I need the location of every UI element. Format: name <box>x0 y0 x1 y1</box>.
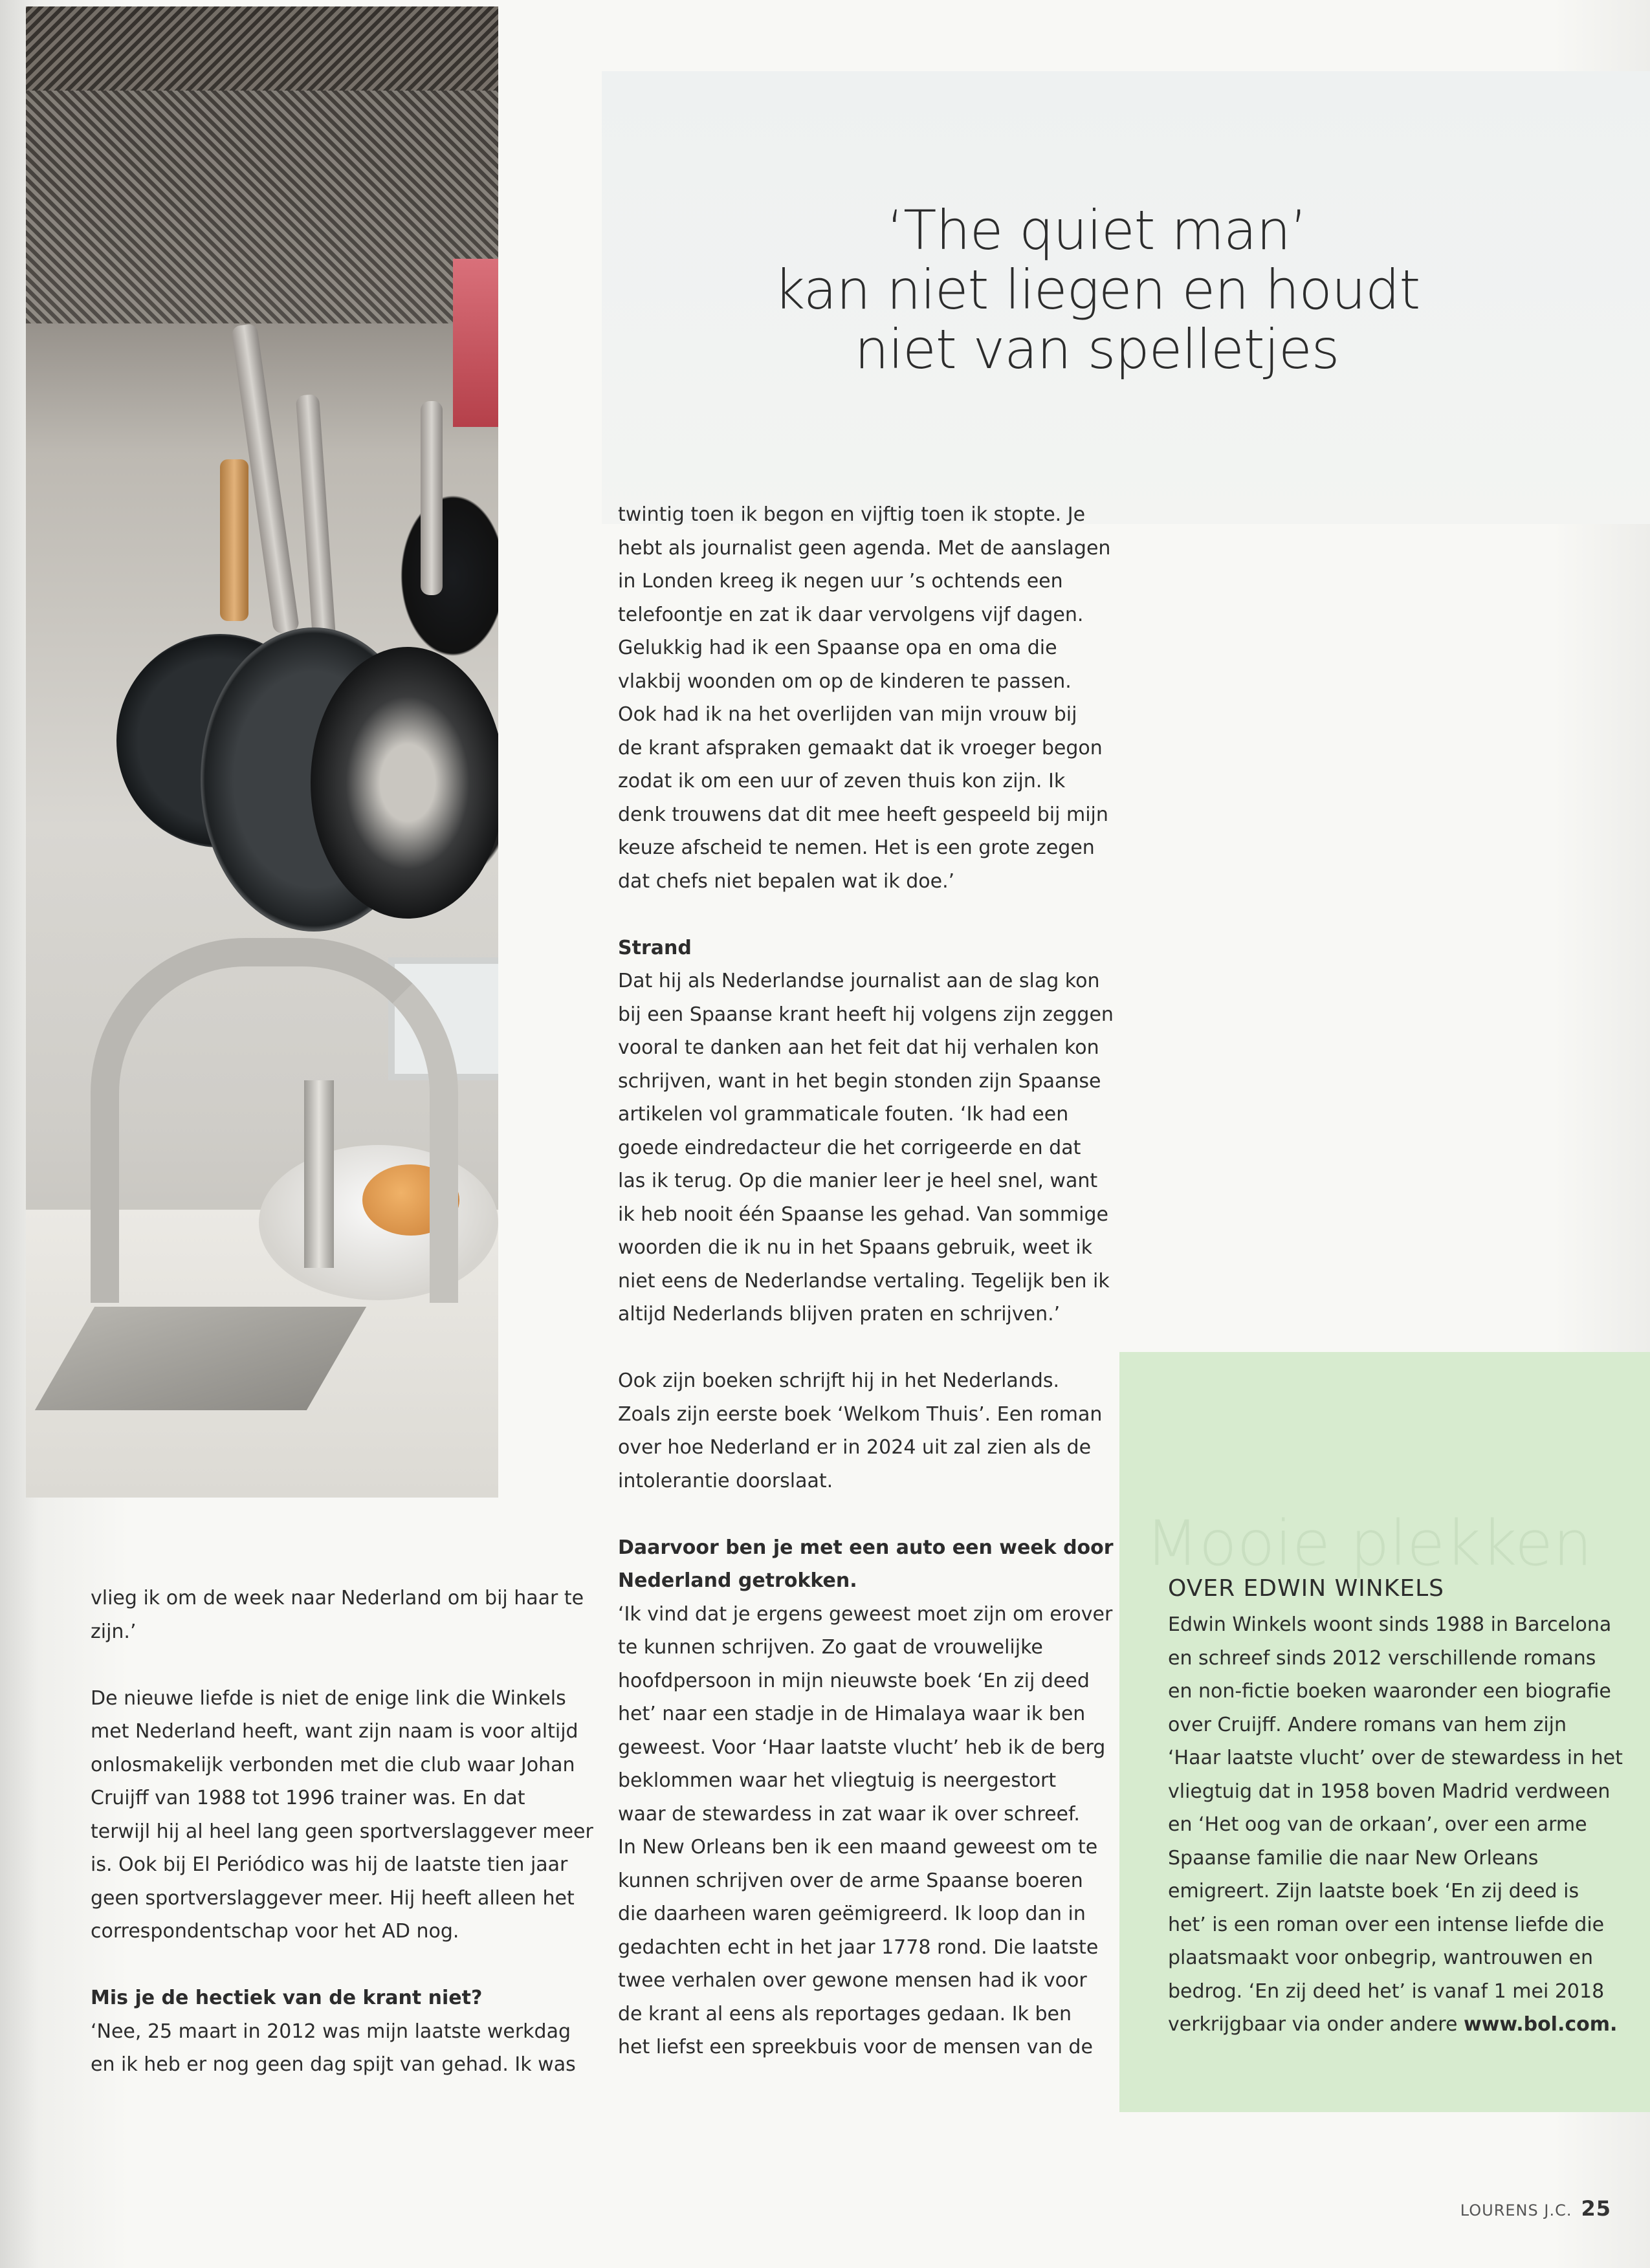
text-line: Ook zijn boeken schrijft hij in het Nederlands. <box>618 1369 1060 1392</box>
text-line: onlosmakelijk verbonden met die club waar Johan <box>91 1753 575 1776</box>
sidebar-line: ‘Haar laatste vlucht’ over de stewardess in het <box>1168 1747 1623 1769</box>
sidebar-text <box>1168 1608 1634 2008</box>
text-line: Cruijff van 1988 tot 1996 trainer was. En dat <box>91 1787 525 1809</box>
text-line: met Nederland heeft, want zijn naam is voor altijd <box>91 1720 578 1743</box>
text-line: ‘Nee, 25 maart in 2012 was mijn laatste werkdag <box>91 2020 571 2043</box>
text-line: waar de stewardess in zat waar ik over schreef. <box>618 1802 1080 1826</box>
text-line: is. Ook bij El Periódico was hij de laatste tien jaar <box>91 1853 568 1876</box>
text-line: Zoals zijn eerste boek ‘Welkom Thuis’. Een roman <box>618 1402 1103 1426</box>
middle-column <box>618 498 1114 2064</box>
paragraph <box>91 1682 593 1948</box>
headline-line: niet van spelletjes <box>854 318 1339 381</box>
text-line: telefoontje en zat ik daar vervolgens vijf dagen. <box>618 603 1084 626</box>
sidebar-line: Edwin Winkels woont sinds 1988 in Barcelona <box>1168 1613 1612 1636</box>
text-line: Daarvoor ben je met een auto een week door <box>618 1536 1114 1559</box>
sidebar-line: vliegtuig dat in 1958 boven Madrid verdween <box>1168 1780 1611 1803</box>
text-line: geweest. Voor ‘Haar laatste vlucht’ heb ik de berg <box>618 1736 1106 1759</box>
text-line: las ik terug. Op die manier leer je heel snel, want <box>618 1170 1098 1192</box>
paragraph-gap <box>618 1498 1084 1531</box>
text-line: intolerantie doorslaat. <box>618 1469 833 1492</box>
subheading <box>618 1531 1114 1598</box>
sidebar-content <box>1168 1572 1634 2042</box>
subheading <box>91 1981 582 2015</box>
text-line: Ook had ik na het overlijden van mijn vrouw bij <box>618 703 1077 726</box>
rack-top <box>26 6 498 91</box>
text-line: De nieuwe liefde is niet de enige link die Winkels <box>91 1686 566 1710</box>
text-line: twintig toen ik begon en vijftig toen ik stopte. Je <box>618 503 1086 526</box>
page-number: 25 <box>1581 2196 1611 2221</box>
sidebar-ghost-title: Mooie plekken <box>1145 1507 1592 1580</box>
text-line: de krant afspraken gemaakt dat ik vroeger begon <box>618 736 1103 759</box>
text-line: vlakbij woonden om op de kinderen te passen. <box>618 670 1072 693</box>
text-line: terwijl hij al heel lang geen sportverslaggever meer <box>91 1820 593 1843</box>
author-sidebar <box>1119 1352 1650 2112</box>
text-line: denk trouwens dat dit mee heeft gespeeld bij mijn <box>618 803 1108 826</box>
text-line: niet eens de Nederlandse vertaling. Tegelijk ben ik <box>618 1269 1110 1292</box>
text-line: de krant al eens als reportages gedaan. Ik ben <box>618 2002 1072 2025</box>
headline <box>660 201 1534 379</box>
subheading <box>618 932 1084 965</box>
paragraph-gap <box>91 1648 582 1682</box>
text-line: keuze afscheid te nemen. Het is een grote zegen <box>618 836 1095 859</box>
bol-link[interactable]: www.bol.com. <box>1463 2013 1618 2036</box>
text-line: in Londen kreeg ik negen uur ’s ochtends een <box>618 570 1063 593</box>
sidebar-last-line: verkrijgbaar via onder andere <box>1168 2013 1458 2036</box>
text-line: geen sportverslaggever meer. Hij heeft alleen het <box>91 1886 575 1910</box>
left-column <box>91 1582 593 2082</box>
text-line: vlieg ik om de week naar Nederland om bij haar te <box>91 1587 584 1609</box>
text-line: ‘Ik vind dat je ergens geweest moet zijn om erover <box>618 1602 1113 1626</box>
red-object <box>453 259 498 427</box>
kitchen-photo <box>26 6 498 1498</box>
text-line: hebt als journalist geen agenda. Met de aanslagen <box>618 536 1111 560</box>
pan <box>311 647 498 919</box>
text-line: het liefst een spreekbuis voor de mensen van de <box>618 2036 1093 2058</box>
footer-author: LOURENS J.C. <box>1460 2201 1572 2219</box>
sidebar-line: en schreef sinds 2012 verschillende romans <box>1168 1646 1596 1670</box>
headline-line: ‘The quiet man’ <box>886 199 1307 262</box>
pan-rack <box>26 91 498 323</box>
paragraph-gap <box>618 898 1084 932</box>
faucet-neck <box>304 1080 334 1268</box>
text-line: die daarheen waren geëmigreerd. Ik loop dan in <box>618 1903 1086 1925</box>
text-line: hoofdpersoon in mijn nieuwste boek ‘En zij deed <box>618 1669 1090 1692</box>
text-line: Dat hij als Nederlandse journalist aan de slag kon <box>618 970 1100 992</box>
text-line: Mis je de hectiek van de krant niet? <box>91 1987 483 2009</box>
paragraph <box>618 965 1114 1331</box>
paragraph <box>91 2015 582 2082</box>
text-line: Nederland getrokken. <box>618 1569 857 1592</box>
text-line: correspondentschap voor het AD nog. <box>91 1920 459 1943</box>
text-line: te kunnen schrijven. Zo gaat de vrouwelijke <box>618 1636 1043 1659</box>
text-line: dat chefs niet bepalen wat ik doe.’ <box>618 869 955 893</box>
text-line: beklommen waar het vliegtuig is neergestort <box>618 1769 1057 1792</box>
headline-line: kan niet liegen en houdt <box>773 258 1420 322</box>
text-line: en ik heb er nog geen dag spijt van gehad. Ik was <box>91 2053 576 2076</box>
text-line: Strand <box>618 936 692 959</box>
paragraph <box>618 1364 1103 1498</box>
sidebar-line: bedrog. ‘En zij deed het’ is vanaf 1 mei 2018 <box>1168 1979 1605 2003</box>
text-line: kunnen schrijven over de arme Spaanse boeren <box>618 1869 1083 1892</box>
text-line: schrijven, want in het begin stonden zijn Spaanse <box>618 1069 1101 1093</box>
paragraph <box>618 498 1111 898</box>
sidebar-line: over Cruijff. Andere romans van hem zijn <box>1168 1713 1567 1736</box>
sidebar-line: het’ is een roman over een intense liefde die <box>1168 1913 1605 1936</box>
text-line: twee verhalen over gewone mensen had ik voor <box>618 1969 1087 1992</box>
paragraph-gap <box>618 1331 1084 1365</box>
text-line: artikelen vol grammaticale fouten. ‘Ik had een <box>618 1103 1069 1126</box>
page-footer <box>1460 2196 1611 2221</box>
sidebar-title: OVER EDWIN WINKELS <box>1168 1575 1444 1602</box>
paragraph <box>91 1582 582 1648</box>
paragraph-gap <box>91 1948 582 1982</box>
paragraph <box>618 1598 1113 2064</box>
text-line: over hoe Nederland er in 2024 uit zal zien als de <box>618 1436 1092 1459</box>
pan-handle <box>296 394 336 641</box>
text-line: gedachten echt in het jaar 1778 rond. Die laatste <box>618 1935 1099 1959</box>
text-line: zijn.’ <box>91 1620 137 1643</box>
sidebar-line: en non-fictie boeken waaronder een biografie <box>1168 1680 1611 1703</box>
sidebar-line: plaatsmaakt voor onbegrip, wantrouwen en <box>1168 1946 1593 1969</box>
text-line: het’ naar een stadje in de Himalaya waar ik ben <box>618 1703 1086 1725</box>
text-line: In New Orleans ben ik een maand geweest om te <box>618 1836 1098 1859</box>
text-line: zodat ik om een uur of zeven thuis kon zijn. Ik <box>618 770 1066 792</box>
sidebar-line: emigreert. Zijn laatste boek ‘En zij deed is <box>1168 1880 1579 1903</box>
text-line: Gelukkig had ik een Spaanse opa en oma die <box>618 637 1057 659</box>
text-line: woorden die ik nu in het Spaans gebruik, weet ik <box>618 1236 1093 1259</box>
sidebar-line: Spaanse familie die naar New Orleans <box>1168 1846 1539 1870</box>
faucet <box>91 938 458 1303</box>
text-line: goede eindredacteur die het corrigeerde en dat <box>618 1136 1081 1159</box>
text-line: ik heb nooit één Spaanse les gehad. Van sommige <box>618 1203 1108 1226</box>
pan-handle <box>421 401 443 595</box>
sidebar-line: en ‘Het oog van de orkaan’, over een arme <box>1168 1813 1587 1836</box>
text-line: bij een Spaanse krant heeft hij volgens zijn zeggen <box>618 1003 1114 1026</box>
text-line: vooral te danken aan het feit dat hij verhalen kon <box>618 1036 1099 1059</box>
wood-handle <box>220 459 248 621</box>
text-line: altijd Nederlands blijven praten en schrijven.’ <box>618 1303 1061 1325</box>
